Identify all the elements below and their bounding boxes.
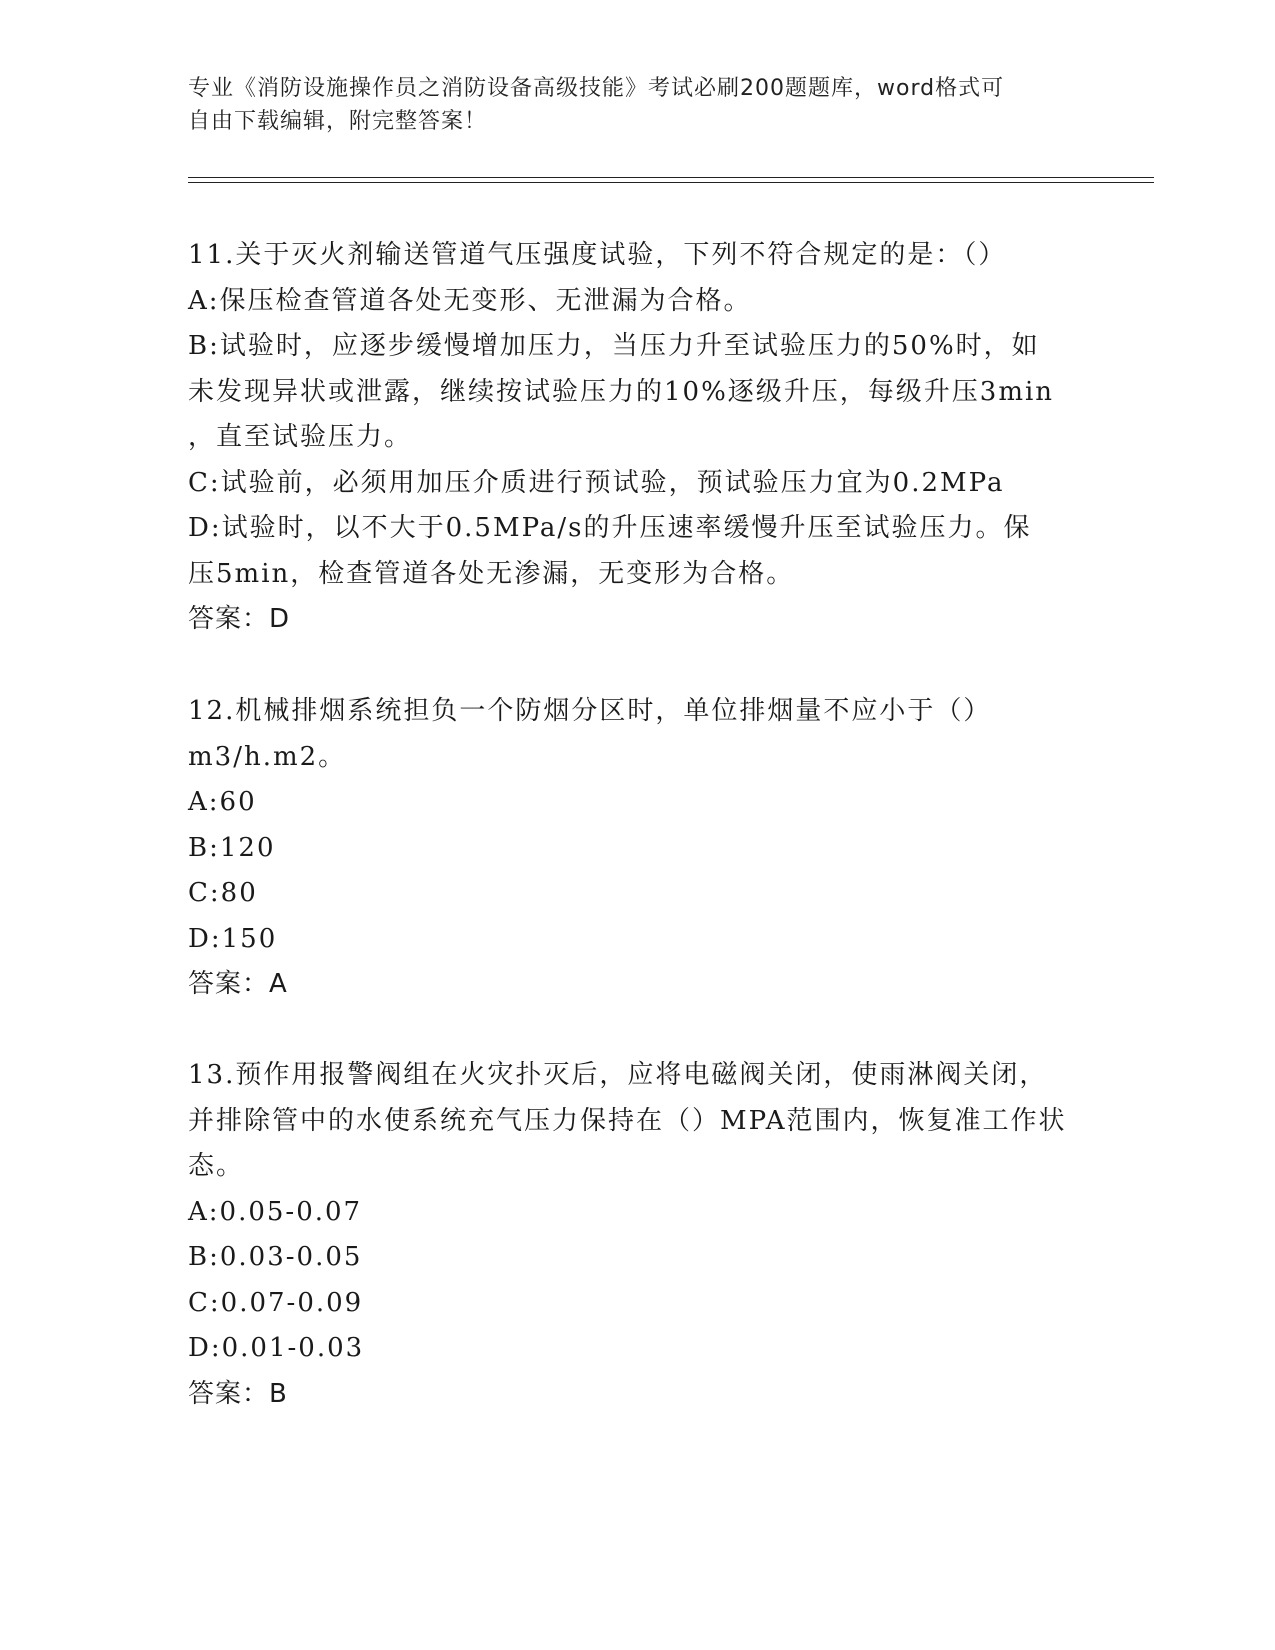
question-12-option-a: A:60 [188,787,257,817]
question-11-stem-line-1: 11.关于灭火剂输送管道气压强度试验，下列不符合规定的是：（） [188,240,1007,270]
header-line-2: 自由下载编辑，附完整答案！ [188,109,488,134]
question-12-option-c: C:80 [188,878,258,908]
question-11-option-b-line-1: B:试验时，应逐步缓慢增加压力，当压力升至试验压力的50%时，如 [188,331,1040,361]
question-12-answer: 答案：A [188,969,288,999]
header-divider-bottom [188,182,1154,183]
question-11-option-b-line-2: 未发现异状或泄露，继续按试验压力的10%逐级升压，每级升压3min [188,376,1055,407]
question-13 [188,1053,1088,1417]
question-12-option-b: B:120 [188,832,276,863]
question-13-stem-line-1: 13.预作用报警阀组在火灾扑灭后，应将电磁阀关闭，使雨淋阀关闭， [188,1060,1048,1090]
question-13-option-d: D:0.01-0.03 [188,1333,365,1363]
question-13-option-c: C:0.07-0.09 [188,1287,364,1318]
question-11-answer: 答案：D [188,604,291,634]
question-12 [188,689,1088,1008]
question-12-option-d: D:150 [188,923,278,954]
header-divider-top [188,177,1154,178]
question-13-stem-line-2: 并排除管中的水使系统充气压力保持在（）MPA范围内，恢复准工作状 [188,1105,1067,1136]
question-11-option-d-line-1: D:试验时，以不大于0.5MPa/s的升压速率缓慢升压至试验压力。保 [188,513,1032,543]
question-11-option-d-line-2: 压5min，检查管道各处无渗漏，无变形为合格。 [188,558,795,589]
header-line-1: 专业《消防设施操作员之消防设备高级技能》考试必刷200题题库，word格式可 [188,76,1005,101]
question-11-option-a: A:保压检查管道各处无变形、无泄漏为合格。 [188,285,752,316]
question-11-option-b-line-3: ，直至试验压力。 [188,422,413,452]
question-12-stem-line-1: 12.机械排烟系统担负一个防烟分区时，单位排烟量不应小于（） [188,696,992,726]
question-13-option-a: A:0.05-0.07 [188,1196,363,1227]
document-header [188,72,1088,138]
question-13-answer: 答案：B [188,1378,288,1409]
question-12-stem-line-2: m3/h.m2。 [188,741,347,772]
question-13-option-b: B:0.03-0.05 [188,1242,363,1272]
question-13-stem-line-3: 态。 [188,1151,245,1181]
question-11 [188,233,1088,643]
question-11-option-c: C:试验前，必须用加压介质进行预试验，预试验压力宜为0.2MPa [188,467,1005,498]
